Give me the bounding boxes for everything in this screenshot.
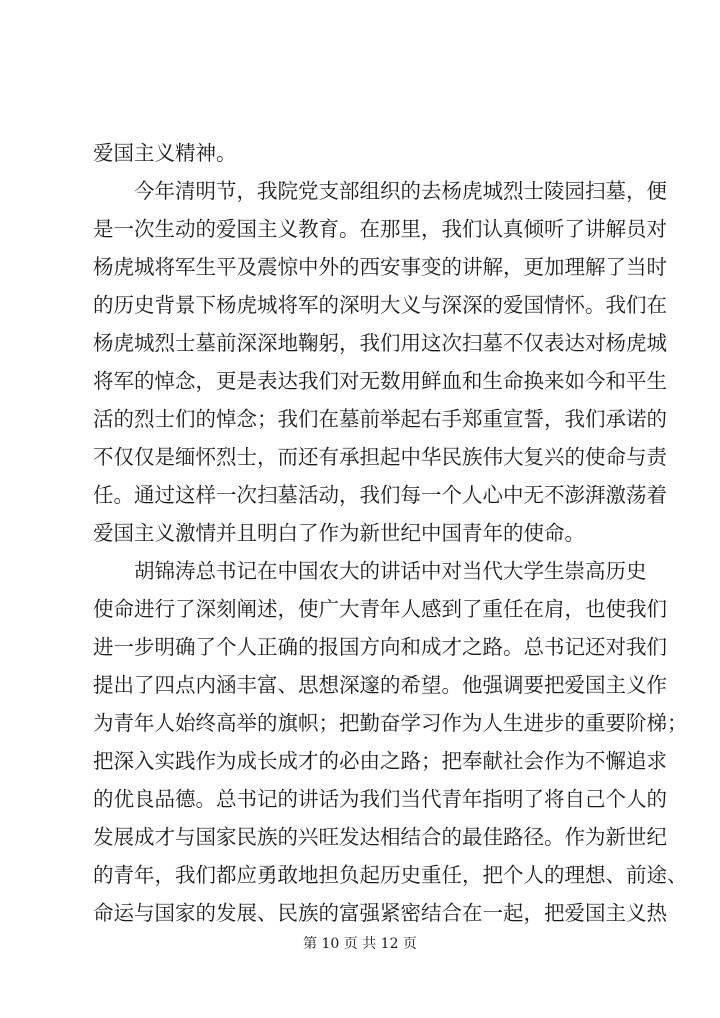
text-line: 为青年人始终高举的旗帜；把勤奋学习作为人生进步的重要阶梯； [93, 711, 688, 735]
page-number-footer: 第 10 页 共 12 页 [303, 936, 417, 952]
text-line: 使命进行了深刻阐述，使广大青年人感到了重任在肩，也使我们 [93, 597, 667, 621]
text-line: 活的烈士们的悼念；我们在墓前举起右手郑重宣誓，我们承诺的 [93, 407, 667, 431]
text-line: 进一步明确了个人正确的报国方向和成才之路。总书记还对我们 [93, 635, 667, 659]
text-line: 命运与国家的发展、民族的富强紧密结合在一起，把爱国主义热 [93, 901, 667, 925]
text-line: 杨虎城烈士墓前深深地鞠躬，我们用这次扫墓不仅表达对杨虎城 [93, 331, 667, 355]
text-line: 的青年，我们都应勇敢地担负起历史重任，把个人的理想、前途、 [93, 863, 688, 887]
text-line: 不仅仅是缅怀烈士，而还有承担起中华民族伟大复兴的使命与责 [93, 445, 667, 469]
text-line: 爱国主义精神。 [93, 141, 237, 165]
text-line: 任。通过这样一次扫墓活动，我们每一个人心中无不澎湃激荡着 [93, 483, 667, 507]
text-line: 提出了四点内涵丰富、思想深邃的希望。他强调要把爱国主义作 [93, 673, 667, 697]
text-line: 是一次生动的爱国主义教育。在那里，我们认真倾听了讲解员对 [93, 217, 667, 241]
paragraph-first-line: 今年清明节，我院党支部组织的去杨虎城烈士陵园扫墓，便 [134, 179, 667, 203]
text-line: 杨虎城将军生平及震惊中外的西安事变的讲解，更加理解了当时 [93, 255, 667, 279]
text-line: 将军的悼念，更是表达我们对无数用鲜血和生命换来如今和平生 [93, 369, 667, 393]
paragraph-first-line: 胡锦涛总书记在中国农大的讲话中对当代大学生崇高历史 [134, 559, 647, 583]
text-line: 把深入实践作为成长成才的必由之路；把奉献社会作为不懈追求 [93, 749, 667, 773]
text-line: 的优良品德。总书记的讲话为我们当代青年指明了将自己个人的 [93, 787, 667, 811]
text-line: 发展成才与国家民族的兴旺发达相结合的最佳路径。作为新世纪 [93, 825, 667, 849]
text-line: 的历史背景下杨虎城将军的深明大义与深深的爱国情怀。我们在 [93, 293, 667, 317]
text-line: 爱国主义激情并且明白了作为新世纪中国青年的使命。 [93, 521, 585, 545]
